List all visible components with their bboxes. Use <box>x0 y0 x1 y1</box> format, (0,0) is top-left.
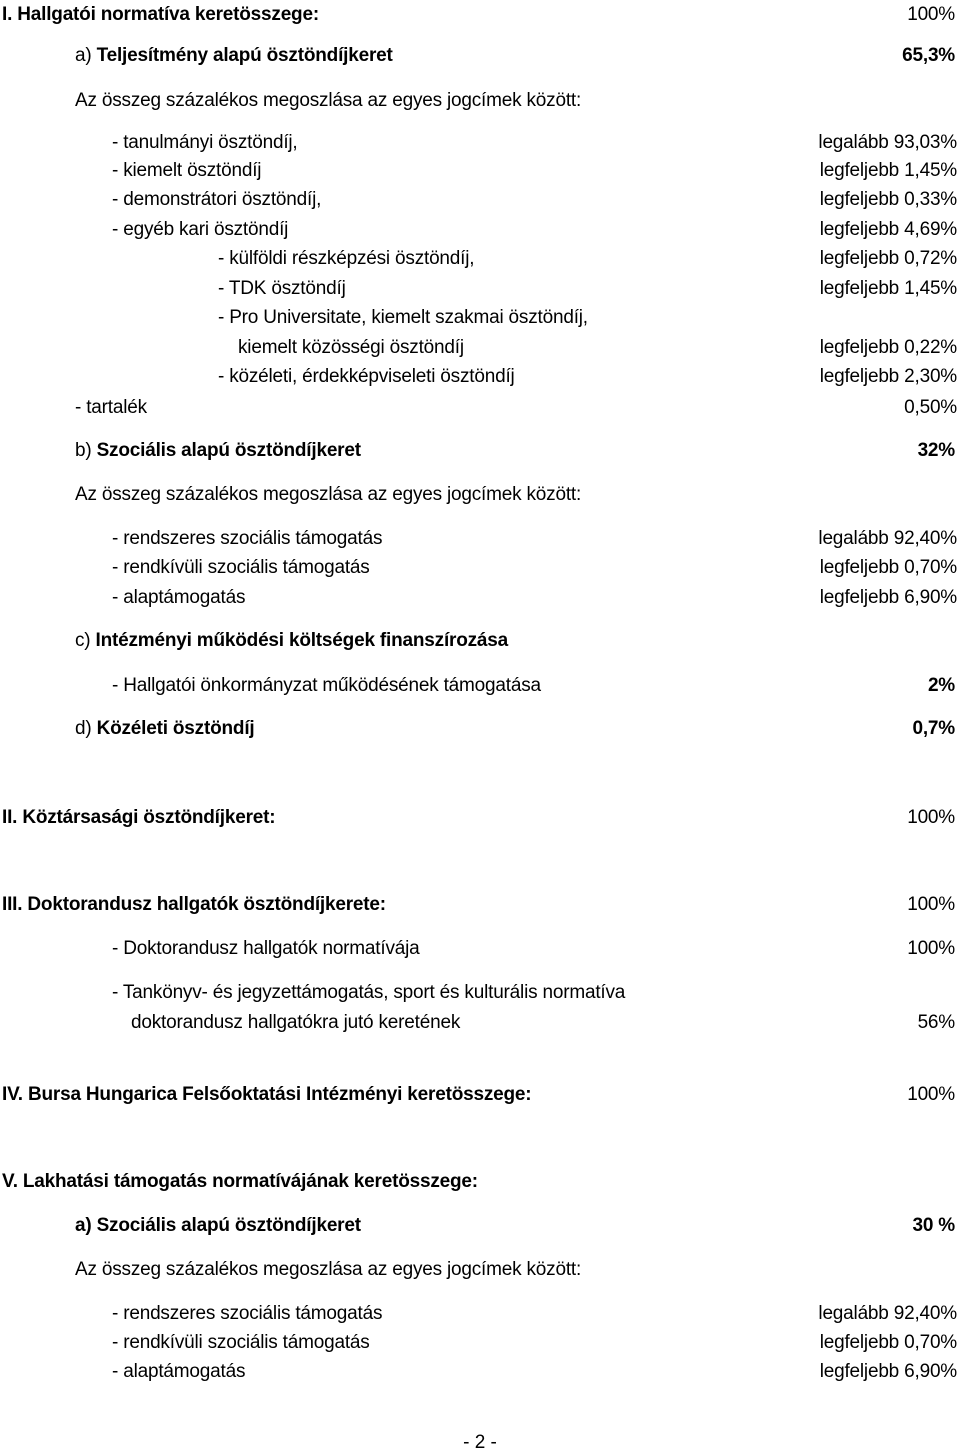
item-label: - külföldi részképzési ösztöndíj, <box>218 248 475 269</box>
section-5a-heading <box>75 1213 955 1239</box>
list-item <box>112 585 957 611</box>
list-item <box>238 335 957 361</box>
section-1b-prefix: b) <box>75 440 97 461</box>
item-label: - egyéb kari ösztöndíj <box>112 219 289 240</box>
item-label: - rendszeres szociális támogatás <box>112 528 383 549</box>
section-1-title: I. Hallgatói normatíva keretösszege: <box>2 4 319 25</box>
item-value: legfeljebb 0,70% <box>819 1332 957 1353</box>
list-item <box>112 1330 957 1356</box>
section-1b-heading <box>75 438 955 464</box>
item-value: legalább 92,40% <box>818 528 957 549</box>
section-1d-heading <box>75 716 955 742</box>
intro-text: Az összeg százalékos megoszlása az egyes jogcímek között: <box>75 1259 582 1280</box>
item-label: - Doktorandusz hallgatók normatívája <box>112 938 420 959</box>
section-1a-value: 65,3% <box>902 45 955 66</box>
section-2-value: 100% <box>907 807 955 828</box>
list-item <box>112 980 955 1006</box>
item-value: legfeljebb 0,70% <box>819 557 957 578</box>
item-value: legalább 92,40% <box>818 1303 957 1324</box>
item-value: legfeljebb 0,33% <box>819 189 957 210</box>
item-label: - tanulmányi ösztöndíj, <box>112 132 298 153</box>
list-item <box>112 1301 957 1327</box>
item-value: legfeljebb 6,90% <box>819 1361 957 1382</box>
item-label: - alaptámogatás <box>112 1361 246 1382</box>
section-5a-value: 30 % <box>912 1215 955 1236</box>
item-label: - közéleti, érdekképviseleti ösztöndíj <box>218 366 515 387</box>
section-1b-intro <box>75 482 955 508</box>
list-item <box>218 246 957 272</box>
list-item <box>218 305 957 331</box>
section-1c-heading <box>75 628 955 654</box>
item-value: legfeljebb 4,69% <box>819 219 957 240</box>
list-item <box>112 158 957 184</box>
section-1c-title: Intézményi működési költségek finanszírozása <box>95 630 509 651</box>
item-value: legalább 93,03% <box>818 132 957 153</box>
section-2-heading <box>2 805 955 831</box>
section-1d-value: 0,7% <box>912 718 955 739</box>
section-4-title: IV. Bursa Hungarica Felsőoktatási Intézményi keretösszege: <box>2 1084 532 1105</box>
section-1a-heading <box>75 43 955 69</box>
list-item <box>218 364 957 390</box>
list-item <box>112 130 957 156</box>
section-1a-prefix: a) <box>75 45 97 66</box>
item-value: 100% <box>907 938 955 959</box>
item-value: 56% <box>917 1012 955 1033</box>
item-value: legfeljebb 0,22% <box>819 337 957 358</box>
section-3-title: III. Doktorandusz hallgatók ösztöndíjkerete: <box>2 894 386 915</box>
section-1b-value: 32% <box>917 440 955 461</box>
section-5a-intro <box>75 1257 955 1283</box>
item-label: - Hallgatói önkormányzat működésének támogatása <box>112 675 541 696</box>
item-value: 2% <box>927 675 955 696</box>
item-label: - Tankönyv- és jegyzettámogatás, sport és kulturális normatíva <box>112 982 626 1003</box>
section-1a-intro <box>75 88 955 114</box>
item-value: legfeljebb 6,90% <box>819 587 957 608</box>
item-label: - TDK ösztöndíj <box>218 278 346 299</box>
list-item <box>75 395 957 421</box>
item-label: - tartalék <box>75 397 147 418</box>
item-label: - alaptámogatás <box>112 587 246 608</box>
item-value: legfeljebb 1,45% <box>819 160 957 181</box>
section-2-title: II. Köztársasági ösztöndíjkeret: <box>2 807 276 828</box>
list-item <box>112 217 957 243</box>
section-1-heading <box>2 2 955 28</box>
item-value: legfeljebb 0,72% <box>819 248 957 269</box>
section-1a-title: Teljesítmény alapú ösztöndíjkeret <box>96 45 393 66</box>
intro-text: Az összeg százalékos megoszlása az egyes jogcímek között: <box>75 90 582 111</box>
section-3-value: 100% <box>907 894 955 915</box>
list-item <box>112 187 957 213</box>
list-item <box>218 276 957 302</box>
item-label: - demonstrátori ösztöndíj, <box>112 189 322 210</box>
list-item <box>112 673 955 699</box>
section-1-value: 100% <box>907 4 955 25</box>
item-label: doktorandusz hallgatókra jutó keretének <box>131 1012 461 1033</box>
list-item <box>131 1010 955 1036</box>
item-label: - Pro Universitate, kiemelt szakmai ösztöndíj, <box>218 307 588 328</box>
intro-text: Az összeg százalékos megoszlása az egyes jogcímek között: <box>75 484 582 505</box>
section-4-heading <box>2 1082 955 1108</box>
item-value: 0,50% <box>904 397 957 418</box>
item-value: legfeljebb 2,30% <box>819 366 957 387</box>
section-5-heading <box>2 1169 955 1195</box>
section-4-value: 100% <box>907 1084 955 1105</box>
item-label: - rendkívüli szociális támogatás <box>112 557 370 578</box>
item-label: kiemelt közösségi ösztöndíj <box>238 337 464 358</box>
section-1d-title: Közéleti ösztöndíj <box>96 718 255 739</box>
item-value: legfeljebb 1,45% <box>819 278 957 299</box>
section-1c-prefix: c) <box>75 630 96 651</box>
page-number: - 2 - <box>463 1432 497 1453</box>
list-item <box>112 526 957 552</box>
list-item <box>112 555 957 581</box>
list-item <box>112 936 955 962</box>
section-1b-title: Szociális alapú ösztöndíjkeret <box>96 440 361 461</box>
list-item <box>112 1359 957 1385</box>
section-5-title: V. Lakhatási támogatás normatívájának keretösszege: <box>2 1171 478 1192</box>
section-5a-title: a) Szociális alapú ösztöndíjkeret <box>75 1215 361 1236</box>
section-1d-prefix: d) <box>75 718 97 739</box>
item-label: - kiemelt ösztöndíj <box>112 160 262 181</box>
section-3-heading <box>2 892 955 918</box>
item-label: - rendkívüli szociális támogatás <box>112 1332 370 1353</box>
item-label: - rendszeres szociális támogatás <box>112 1303 383 1324</box>
